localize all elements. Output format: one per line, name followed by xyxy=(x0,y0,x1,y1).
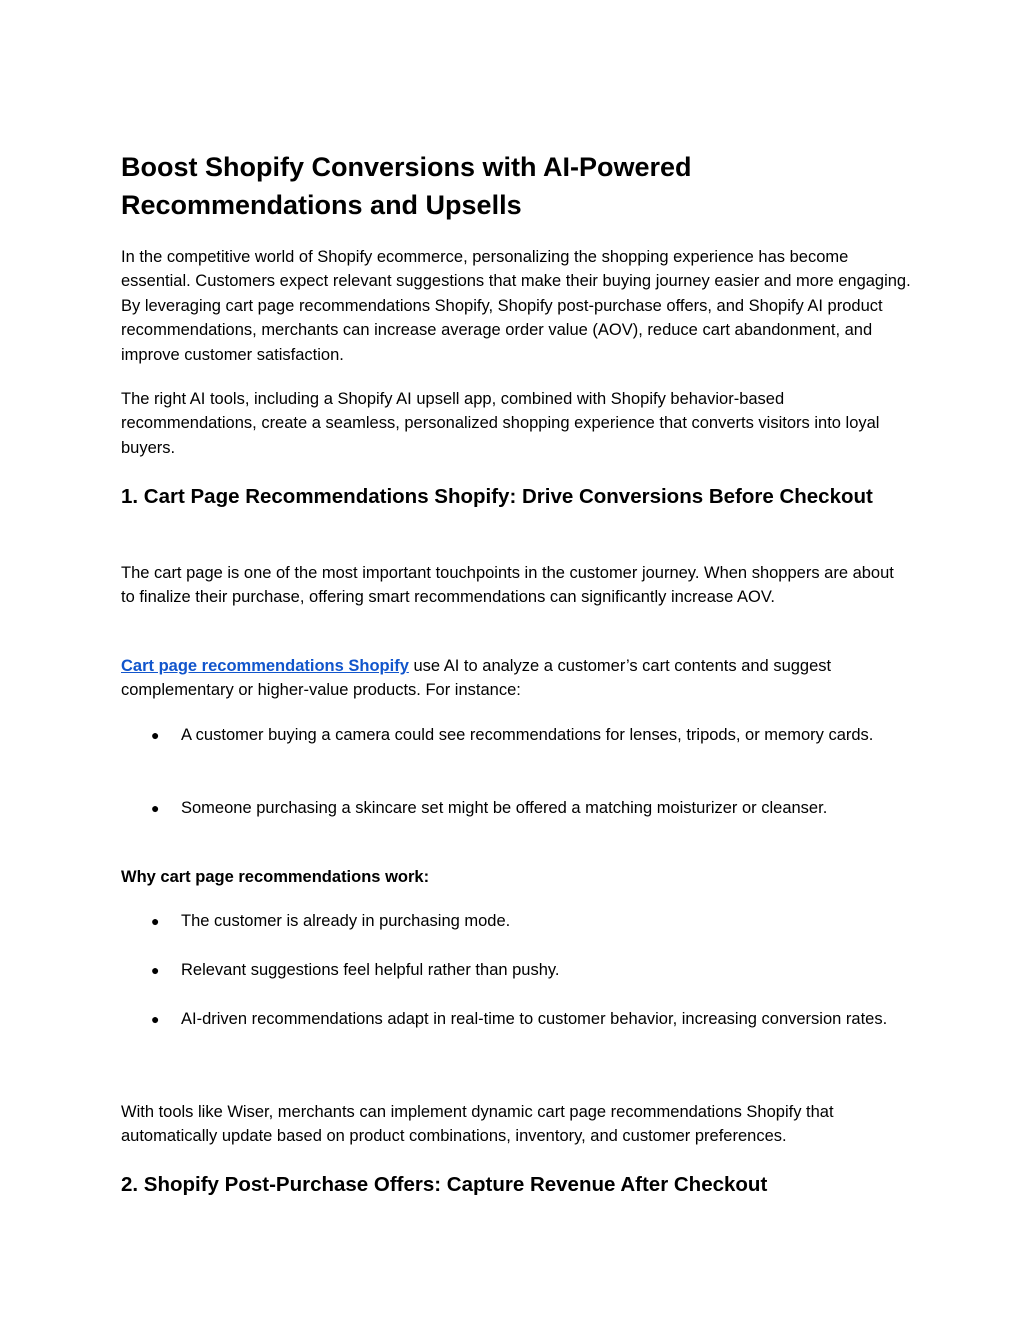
section-1-subheading: Why cart page recommendations work: xyxy=(121,868,430,886)
section-1-paragraph-1: The cart page is one of the most important touchpoints in the customer journey. When shoppers are about to finalize their purchase, offering smart recommendations can significantly increase AOV. xyxy=(121,564,894,607)
bullet-icon: ● xyxy=(151,800,160,816)
list-item-text: A customer buying a camera could see recommendations for lenses, tripods, or memory cards. xyxy=(181,726,874,744)
bullet-icon: ● xyxy=(151,727,160,743)
section-1-paragraph-2 xyxy=(121,654,911,703)
example-list-item xyxy=(121,723,911,747)
bullet-icon: ● xyxy=(151,1011,160,1027)
reason-list-item xyxy=(121,1007,911,1031)
example-list-item xyxy=(121,796,911,820)
list-item-text: AI-driven recommendations adapt in real-time to customer behavior, increasing conversion rates. xyxy=(181,1010,888,1028)
paragraph-2-text: use AI to analyze a customer’s cart contents and suggest complementary or higher-value products. For instance: xyxy=(121,657,832,700)
cart-page-recommendations-link[interactable]: Cart page recommendations Shopify xyxy=(121,657,409,675)
reason-list-item xyxy=(121,909,911,933)
intro-paragraph-2: The right AI tools, including a Shopify AI upsell app, combined with Shopify behavior-based recommendations, create a seamless, personalized shopping experience that converts visitors into loyal buyers. xyxy=(121,390,880,457)
list-item-text: The customer is already in purchasing mode. xyxy=(181,912,511,930)
section-1-closing-paragraph: With tools like Wiser, merchants can implement dynamic cart page recommendations Shopify that automatically update based on product combinations, inventory, and customer preferences. xyxy=(121,1103,834,1146)
section-2-heading: 2. Shopify Post-Purchase Offers: Capture Revenue After Checkout xyxy=(121,1173,768,1196)
bullet-icon: ● xyxy=(151,962,160,978)
reason-list-item xyxy=(121,958,911,982)
section-1-heading: 1. Cart Page Recommendations Shopify: Drive Conversions Before Checkout xyxy=(121,485,873,508)
list-item-text: Relevant suggestions feel helpful rather than pushy. xyxy=(181,961,560,979)
document-title: Boost Shopify Conversions with AI-Powered Recommendations and Upsells xyxy=(121,152,692,220)
bullet-icon: ● xyxy=(151,913,160,929)
intro-paragraph-1: In the competitive world of Shopify ecommerce, personalizing the shopping experience has become essential. Customers expect relevant suggestions that make their buying journey easier and more engaging. By leveraging cart page recommendations Shopify, Shopify post-purchase offers, and Shopify AI product recommendations, merchants can increase average order value (AOV), reduce cart abandonment, and improve customer satisfaction. xyxy=(121,248,911,364)
list-item-text: Someone purchasing a skincare set might be offered a matching moisturizer or cleanser. xyxy=(181,799,828,817)
